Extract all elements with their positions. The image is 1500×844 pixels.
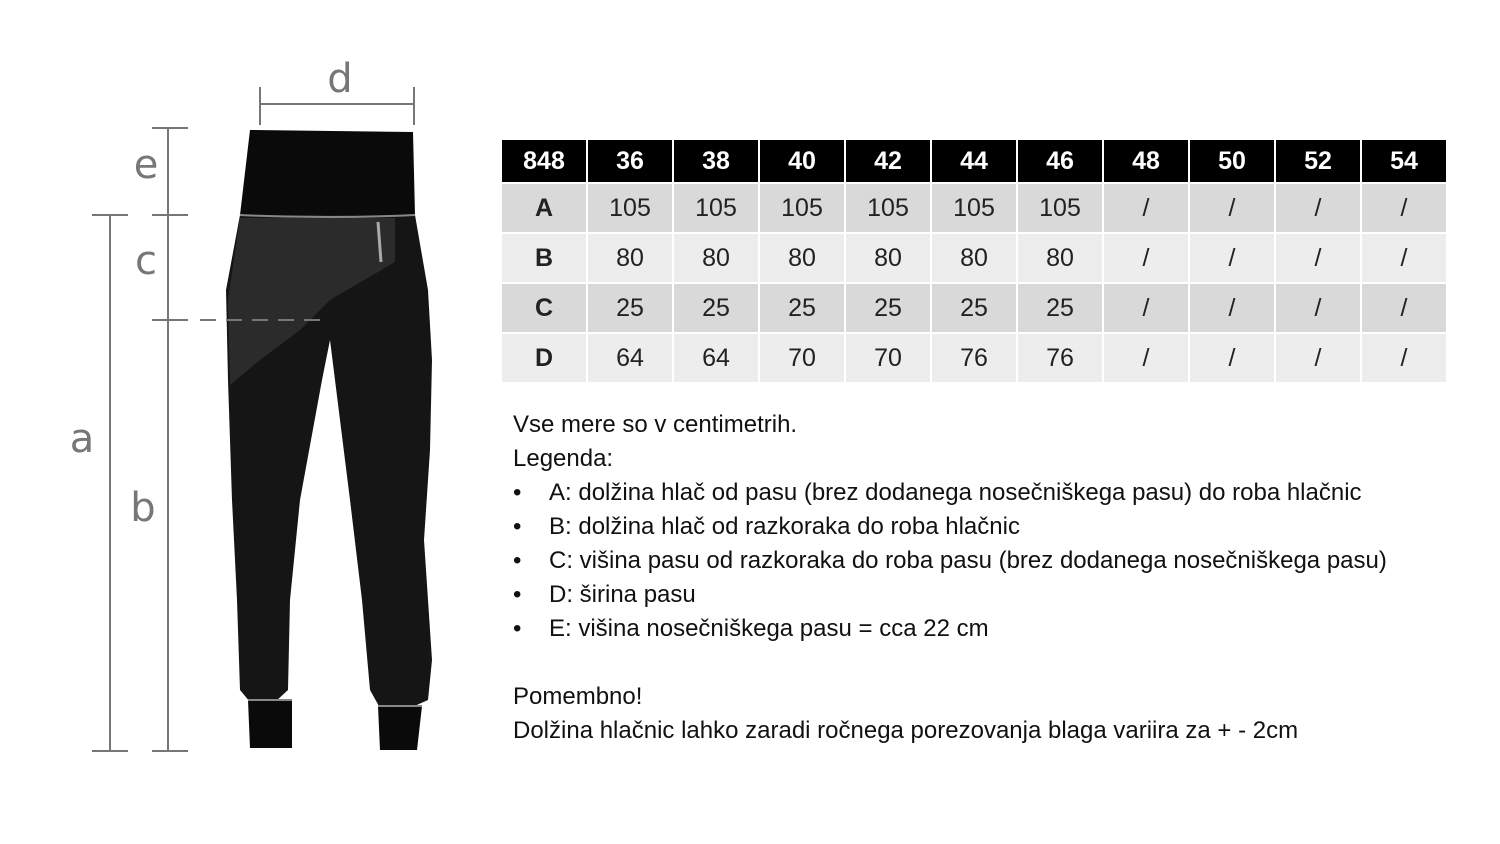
table-cell: / bbox=[1276, 234, 1360, 282]
table-row bbox=[502, 184, 1446, 232]
legend-item: • A: dolžina hlač od pasu (brez dodanega nosečniškega pasu) do roba hlačnic bbox=[513, 476, 1473, 510]
table-cell: / bbox=[1362, 234, 1446, 282]
legend-list bbox=[513, 476, 1473, 646]
table-row bbox=[502, 334, 1446, 382]
legend-item: • B: dolžina hlač od razkoraka do roba hlačnic bbox=[513, 510, 1473, 544]
important-text: Dolžina hlačnic lahko zaradi ročnega porezovanja blaga variira za + - 2cm bbox=[513, 717, 1299, 744]
table-cell: 105 bbox=[932, 184, 1016, 232]
table-cell: / bbox=[1104, 334, 1188, 382]
important-title: Pomembno! bbox=[513, 683, 643, 710]
table-cell: 70 bbox=[760, 334, 844, 382]
table-cell: 25 bbox=[674, 284, 758, 332]
header-size: 46 bbox=[1018, 140, 1102, 182]
pants-silhouette bbox=[226, 130, 432, 750]
table-row bbox=[502, 234, 1446, 282]
header-size: 38 bbox=[674, 140, 758, 182]
table-cell: / bbox=[1276, 334, 1360, 382]
table-cell: 80 bbox=[674, 234, 758, 282]
table-cell: / bbox=[1190, 334, 1274, 382]
left-cuff bbox=[248, 700, 292, 748]
header-size: 42 bbox=[846, 140, 930, 182]
legend-item: • E: višina nosečniškega pasu = cca 22 cm bbox=[513, 612, 1473, 646]
table-cell: 76 bbox=[932, 334, 1016, 382]
table-cell: / bbox=[1362, 284, 1446, 332]
label-a: a bbox=[69, 416, 95, 462]
row-label: D bbox=[502, 334, 586, 382]
table-cell: 105 bbox=[588, 184, 672, 232]
table-cell: 70 bbox=[846, 334, 930, 382]
table-cell: 25 bbox=[846, 284, 930, 332]
table-cell: 105 bbox=[674, 184, 758, 232]
row-label: C bbox=[502, 284, 586, 332]
legend-title: Legenda: bbox=[513, 445, 614, 472]
header-size: 48 bbox=[1104, 140, 1188, 182]
table-cell: 80 bbox=[760, 234, 844, 282]
header-size: 54 bbox=[1362, 140, 1446, 182]
label-c: c bbox=[135, 238, 157, 284]
table-cell: 25 bbox=[1018, 284, 1102, 332]
units-note: Vse mere so v centimetrih. bbox=[513, 411, 798, 438]
table-cell: / bbox=[1190, 234, 1274, 282]
table-cell: 25 bbox=[932, 284, 1016, 332]
table-cell: 105 bbox=[760, 184, 844, 232]
table-row bbox=[502, 284, 1446, 332]
label-e: e bbox=[133, 142, 159, 188]
right-cuff bbox=[378, 706, 422, 750]
table-cell: / bbox=[1190, 184, 1274, 232]
maternity-waistband bbox=[240, 130, 415, 215]
table-cell: / bbox=[1362, 184, 1446, 232]
legend-item: • D: širina pasu bbox=[513, 578, 1473, 612]
header-size: 36 bbox=[588, 140, 672, 182]
table-cell: 76 bbox=[1018, 334, 1102, 382]
table-cell: 25 bbox=[760, 284, 844, 332]
table-cell: 80 bbox=[846, 234, 930, 282]
table-cell: 64 bbox=[674, 334, 758, 382]
table-cell: 105 bbox=[1018, 184, 1102, 232]
header-size: 50 bbox=[1190, 140, 1274, 182]
table-cell: 80 bbox=[932, 234, 1016, 282]
size-table bbox=[500, 138, 1448, 384]
table-cell: 25 bbox=[588, 284, 672, 332]
size-notes bbox=[513, 408, 1473, 748]
table-cell: 80 bbox=[1018, 234, 1102, 282]
header-model: 848 bbox=[502, 140, 586, 182]
row-label: B bbox=[502, 234, 586, 282]
row-label: A bbox=[502, 184, 586, 232]
label-b: b bbox=[130, 485, 156, 531]
table-header-row bbox=[502, 140, 1446, 182]
legend-item: • C: višina pasu od razkoraka do roba pasu (brez dodanega nosečniškega pasu) bbox=[513, 544, 1473, 578]
header-size: 40 bbox=[760, 140, 844, 182]
header-size: 52 bbox=[1276, 140, 1360, 182]
table-cell: / bbox=[1104, 284, 1188, 332]
pants-measurement-diagram bbox=[0, 0, 500, 844]
table-cell: / bbox=[1104, 184, 1188, 232]
header-size: 44 bbox=[932, 140, 1016, 182]
table-cell: / bbox=[1276, 184, 1360, 232]
table-cell: / bbox=[1190, 284, 1274, 332]
table-cell: 64 bbox=[588, 334, 672, 382]
table-cell: / bbox=[1276, 284, 1360, 332]
table-cell: / bbox=[1362, 334, 1446, 382]
table-cell: 105 bbox=[846, 184, 930, 232]
table-cell: 80 bbox=[588, 234, 672, 282]
table-cell: / bbox=[1104, 234, 1188, 282]
label-d: d bbox=[327, 56, 353, 102]
